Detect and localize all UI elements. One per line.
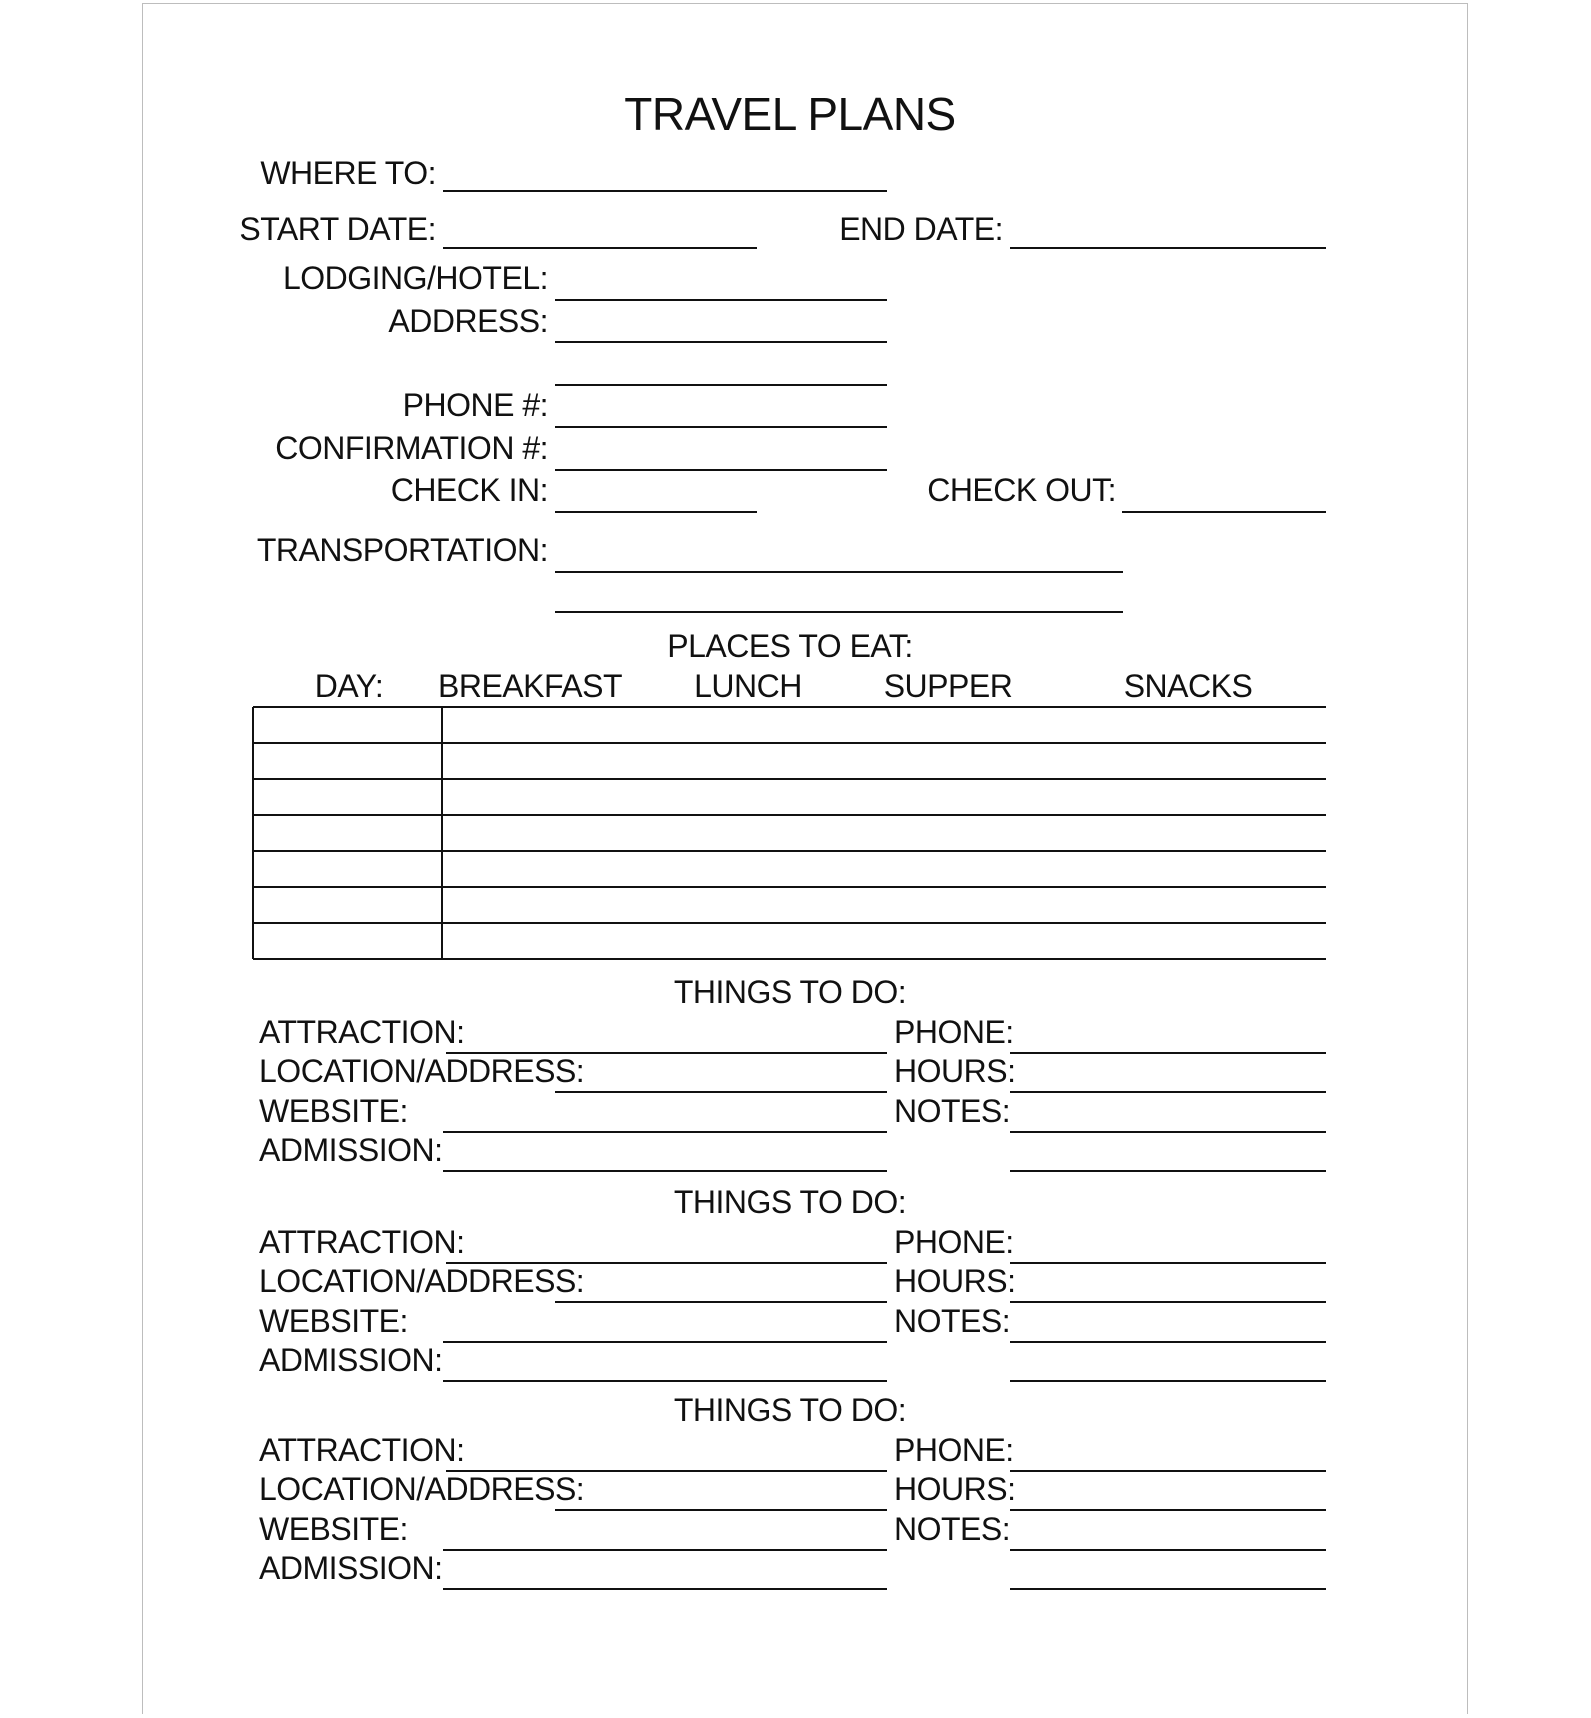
meal-day-cell[interactable] bbox=[253, 779, 442, 815]
where-to-label: WHERE TO: bbox=[260, 155, 436, 191]
start-date-label: START DATE: bbox=[239, 211, 436, 247]
meal-entry-cell[interactable] bbox=[442, 779, 1326, 815]
phone-label: PHONE: bbox=[894, 1224, 1014, 1260]
phone-field[interactable] bbox=[1010, 1262, 1326, 1264]
notes-field-line-2[interactable] bbox=[1010, 1588, 1326, 1590]
admission-field[interactable] bbox=[443, 1588, 887, 1590]
location-address-label: LOCATION/ADDRESS: bbox=[259, 1053, 585, 1090]
day-column-header: DAY: bbox=[314, 668, 384, 704]
transportation-label: TRANSPORTATION: bbox=[256, 532, 548, 568]
admission-label: ADMISSION: bbox=[259, 1131, 443, 1168]
breakfast-column-header: BREAKFAST bbox=[438, 668, 622, 704]
meal-entry-cell[interactable] bbox=[442, 887, 1326, 923]
notes-label: NOTES: bbox=[894, 1302, 1011, 1339]
website-field[interactable] bbox=[443, 1131, 887, 1133]
location-address-field[interactable] bbox=[555, 1509, 887, 1511]
website-label: WEBSITE: bbox=[259, 1092, 408, 1129]
confirmation-label: CONFIRMATION #: bbox=[275, 430, 548, 466]
hours-field[interactable] bbox=[1010, 1091, 1326, 1093]
phone-field[interactable] bbox=[1010, 1052, 1326, 1054]
notes-field[interactable] bbox=[1010, 1341, 1326, 1343]
meal-entry-cell[interactable] bbox=[442, 815, 1326, 851]
phone-label: PHONE: bbox=[894, 1014, 1014, 1050]
hours-label: HOURS: bbox=[894, 1471, 1016, 1508]
phone-field[interactable] bbox=[1010, 1470, 1326, 1472]
lodging-label: LODGING/HOTEL: bbox=[282, 260, 548, 296]
hours-field[interactable] bbox=[1010, 1509, 1326, 1511]
things-to-do-heading: THINGS TO DO: bbox=[673, 1392, 907, 1428]
admission-label: ADMISSION: bbox=[259, 1549, 443, 1586]
page-title: TRAVEL PLANS bbox=[624, 88, 956, 140]
attraction-field[interactable] bbox=[446, 1052, 887, 1054]
notes-label: NOTES: bbox=[894, 1092, 1011, 1129]
end-date-label: END DATE: bbox=[839, 211, 1003, 247]
attraction-label: ATTRACTION: bbox=[259, 1432, 465, 1468]
meal-entry-cell[interactable] bbox=[442, 743, 1326, 779]
lunch-column-header: LUNCH bbox=[694, 668, 802, 704]
attraction-label: ATTRACTION: bbox=[259, 1014, 465, 1050]
address-label: ADDRESS: bbox=[388, 303, 548, 339]
meal-entry-cell[interactable] bbox=[442, 923, 1326, 959]
admission-field[interactable] bbox=[443, 1380, 887, 1382]
admission-label: ADMISSION: bbox=[259, 1341, 443, 1378]
notes-field-line-2[interactable] bbox=[1010, 1170, 1326, 1172]
check-out-label: CHECK OUT: bbox=[927, 472, 1116, 508]
location-address-label: LOCATION/ADDRESS: bbox=[259, 1471, 585, 1508]
check-in-label: CHECK IN: bbox=[390, 472, 548, 508]
phone-label: PHONE #: bbox=[402, 387, 548, 423]
meal-day-cell[interactable] bbox=[253, 707, 442, 743]
places-to-eat-heading: PLACES TO EAT: bbox=[667, 628, 913, 664]
notes-field[interactable] bbox=[1010, 1131, 1326, 1133]
meal-entry-cell[interactable] bbox=[442, 707, 1326, 743]
attraction-label: ATTRACTION: bbox=[259, 1224, 465, 1260]
phone-label: PHONE: bbox=[894, 1432, 1014, 1468]
hours-label: HOURS: bbox=[894, 1053, 1016, 1090]
location-address-field[interactable] bbox=[555, 1091, 887, 1093]
things-to-do-heading: THINGS TO DO: bbox=[673, 1184, 907, 1220]
attraction-field[interactable] bbox=[446, 1470, 887, 1472]
notes-field[interactable] bbox=[1010, 1549, 1326, 1551]
website-field[interactable] bbox=[443, 1341, 887, 1343]
location-address-field[interactable] bbox=[555, 1301, 887, 1303]
meal-day-cell[interactable] bbox=[253, 923, 442, 959]
website-field[interactable] bbox=[443, 1549, 887, 1551]
location-address-label: LOCATION/ADDRESS: bbox=[259, 1263, 585, 1300]
website-label: WEBSITE: bbox=[259, 1510, 408, 1547]
meal-entry-cell[interactable] bbox=[442, 851, 1326, 887]
hours-label: HOURS: bbox=[894, 1263, 1016, 1300]
website-label: WEBSITE: bbox=[259, 1302, 408, 1339]
hours-field[interactable] bbox=[1010, 1301, 1326, 1303]
meal-day-cell[interactable] bbox=[253, 743, 442, 779]
meal-day-cell[interactable] bbox=[253, 851, 442, 887]
supper-column-header: SUPPER bbox=[883, 668, 1013, 704]
notes-label: NOTES: bbox=[894, 1510, 1011, 1547]
meal-day-cell[interactable] bbox=[253, 815, 442, 851]
snacks-column-header: SNACKS bbox=[1123, 668, 1253, 704]
admission-field[interactable] bbox=[443, 1170, 887, 1172]
meal-day-cell[interactable] bbox=[253, 887, 442, 923]
attraction-field[interactable] bbox=[446, 1262, 887, 1264]
things-to-do-heading: THINGS TO DO: bbox=[673, 974, 907, 1010]
notes-field-line-2[interactable] bbox=[1010, 1380, 1326, 1382]
